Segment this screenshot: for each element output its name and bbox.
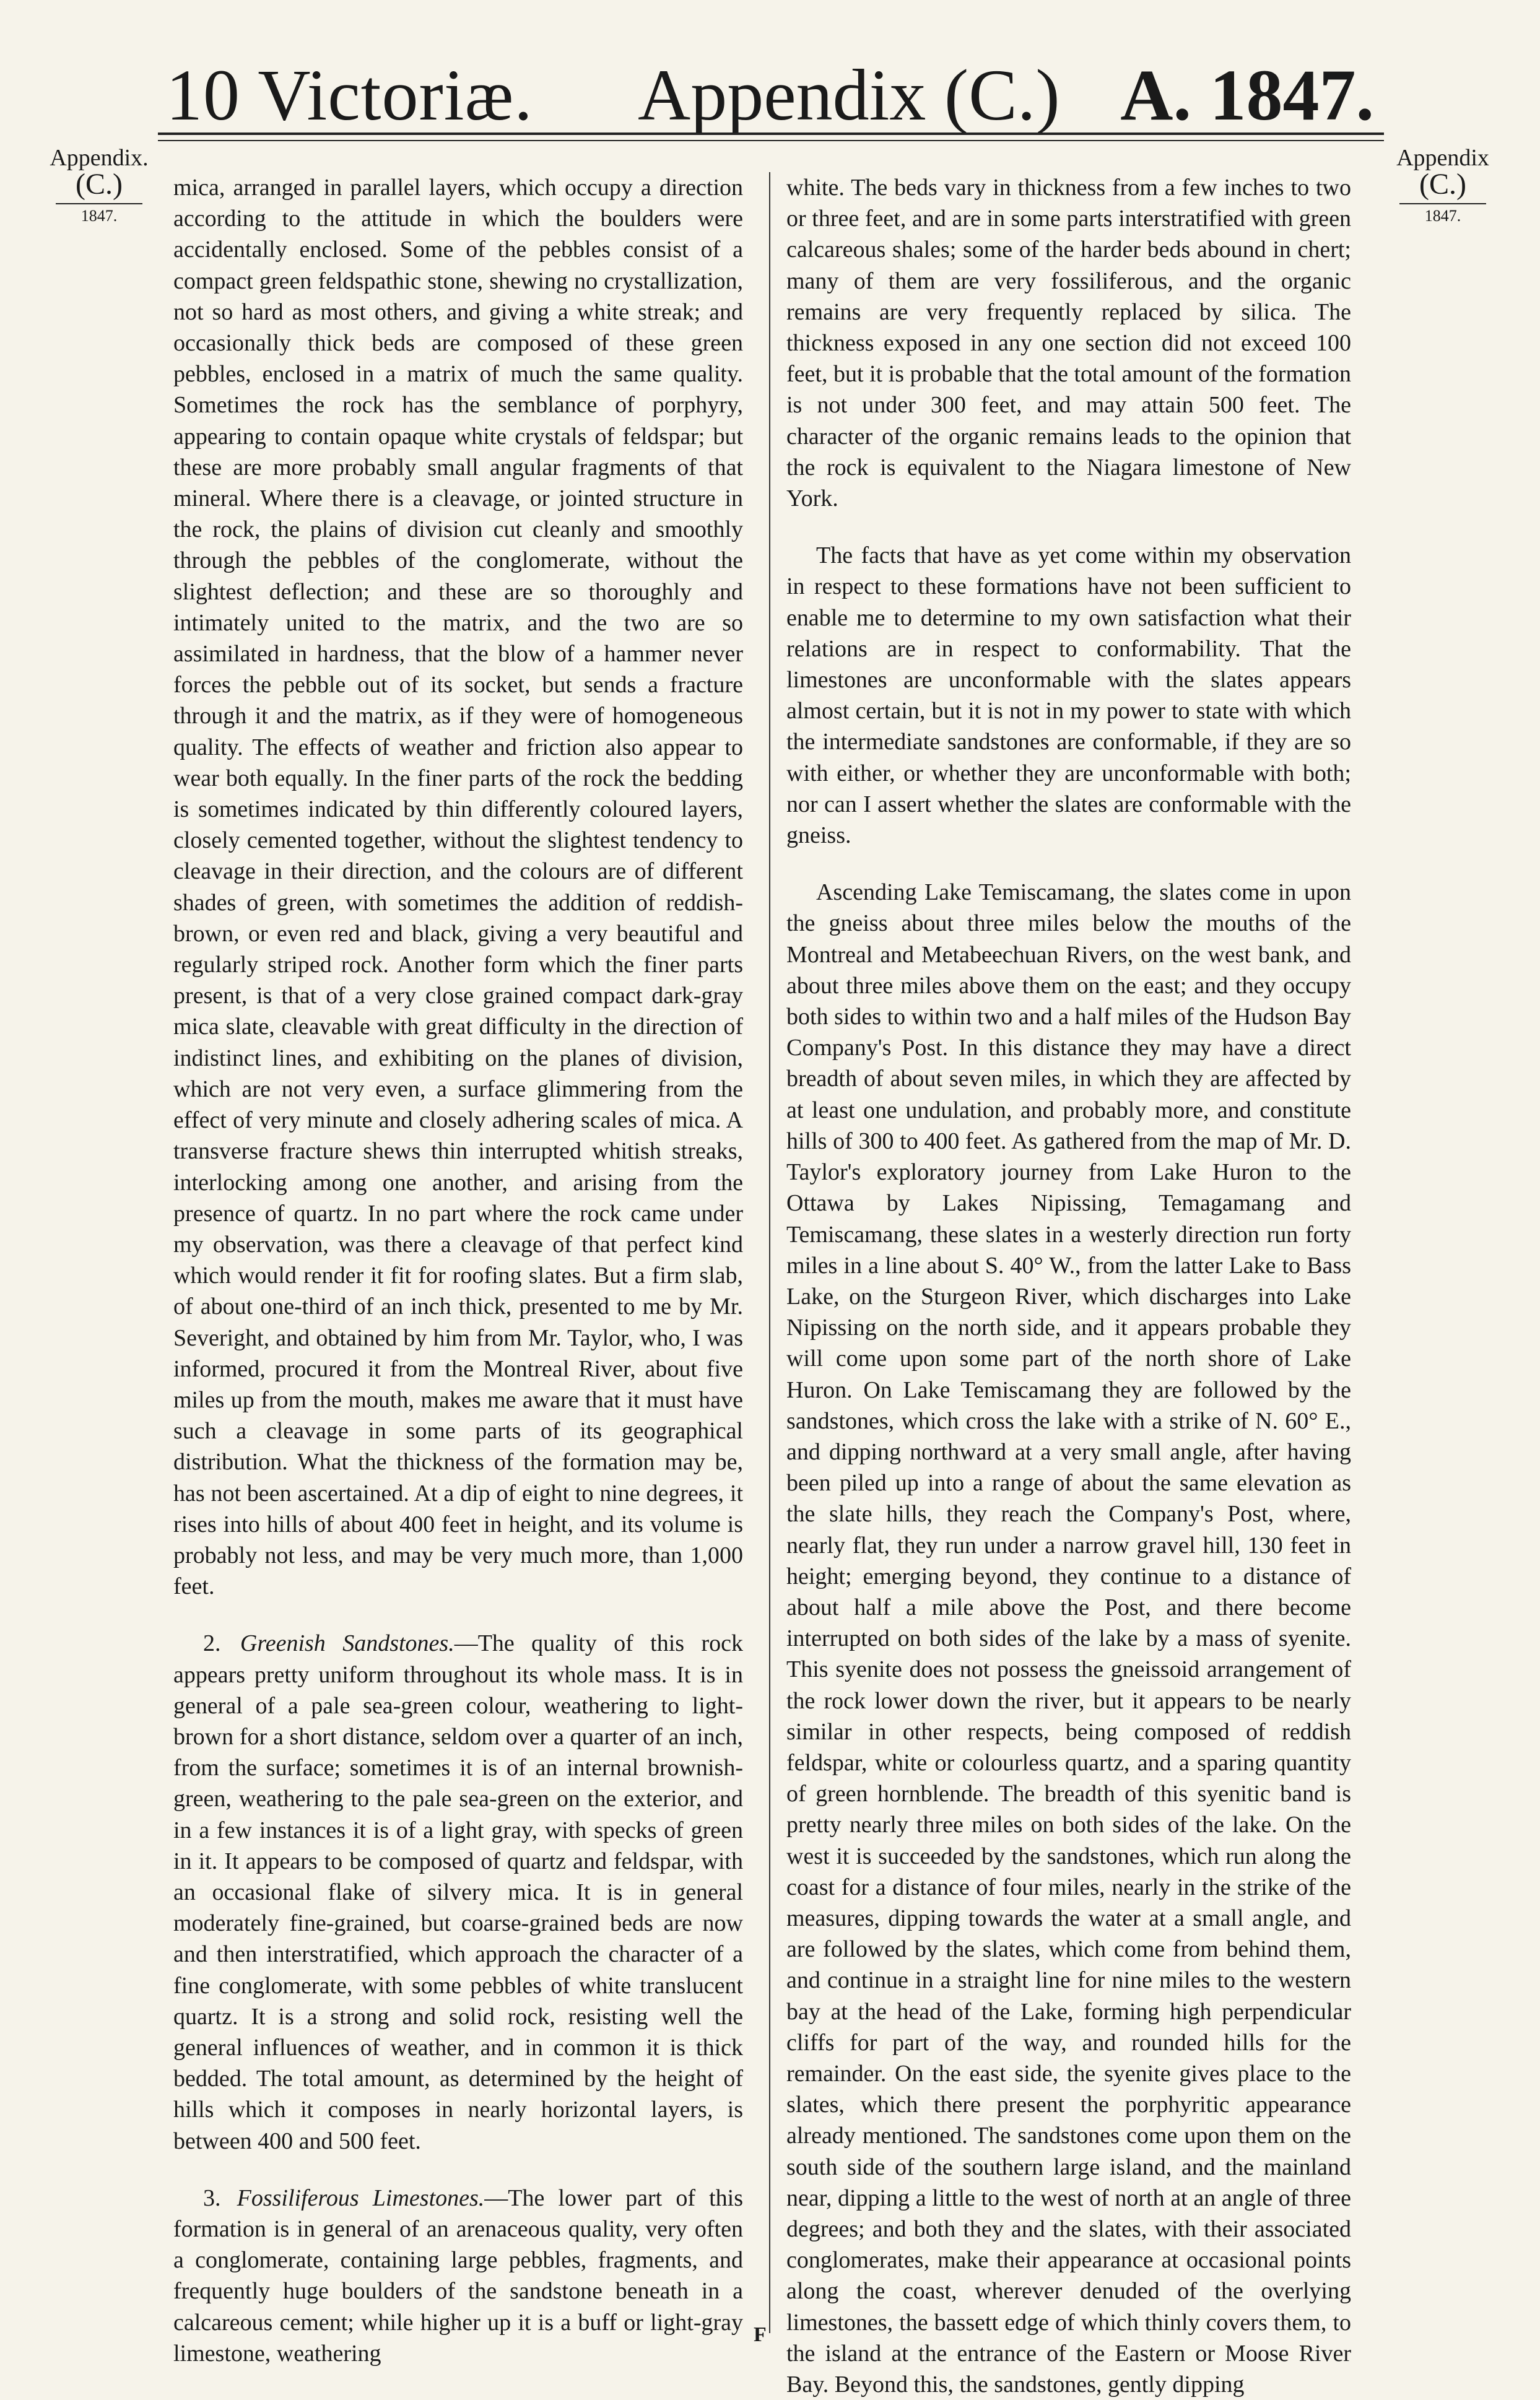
column-divider bbox=[769, 172, 770, 2333]
margin-note-title: Appendix. bbox=[50, 145, 149, 171]
margin-note-left bbox=[43, 146, 155, 224]
margin-note-year: 1847. bbox=[1424, 207, 1461, 225]
margin-note-letter: (C.) bbox=[76, 168, 123, 201]
section-number: 2. bbox=[203, 1630, 221, 1657]
margin-note-title: Appendix bbox=[1396, 145, 1489, 171]
paragraph-limestone-continued: white. The beds vary in thickness from a few inches to two or three feet, and are in some parts interstratified with green calcareous shales; some of the harder beds abound in chert; many of them are very fossiliferous, and the organic remains are very frequently replaced by silica. The thickness exposed in any one section did not exceed 100 feet, but it is probable that the total amount of the formation is not under 300 feet, and may attain 500 feet. The character of the organic remains leads to the opinion that the rock is equivalent to the Niagara limestone of New York. bbox=[786, 175, 1351, 512]
paragraph-greenish-sandstones bbox=[173, 1628, 743, 2156]
section-body: —The quality of this rock appears pretty uniform throughout its whole mass. It is in general of a pale sea-green colour, weathering to light-brown for a short distance, seldom over a quarter of an inch, from the surface; sometimes it is of an internal brownish-green, weathering to the pale sea-green on the exterior, and in a few instances it is of a light gray, with specks of green in it. It appears to be composed of quartz and feldspar, with an occasional flake of silvery mica. It is in general moderately fine-grained, but coarse-grained beds are now and then interstratified, which approach the character of a fine conglomerate, with some pebbles of white translucent quartz. It is a strong and solid rock, resisting well the general influences of weather, and in common it is thick bedded. The total amount, as determined by the height of hills which it composes in nearly horizontal layers, is between 400 and 500 feet. bbox=[173, 1630, 743, 2154]
margin-note-rule bbox=[56, 203, 142, 204]
right-column bbox=[786, 172, 1351, 2400]
section-body: —The lower part of this formation is in general of an arenaceous quality, very often a conglomerate, containing large pebbles, fragments, and frequently huge boulders of the sandstone beneath in a calcareous cement; while higher up it is a buff or light-gray limestone, weathering bbox=[173, 2185, 743, 2367]
left-column bbox=[173, 172, 743, 2369]
section-heading: Fossiliferous Limestones. bbox=[237, 2185, 485, 2211]
section-heading: Greenish Sandstones. bbox=[240, 1630, 455, 1657]
margin-note-letter: (C.) bbox=[1419, 168, 1466, 201]
paragraph-conglomerate: mica, arranged in parallel layers, which occupy a direction according to the attitude in which the boulders were accidentally enclosed. Some of the pebbles consist of a compact green feldspathic stone, shewing no crystallization, not so hard as most others, and giving a white streak; and occasionally thick beds are composed of these green pebbles, enclosed in a matrix of much the same quality. Sometimes the rock has the semblance of porphyry, appearing to contain opaque white crystals of feldspar; but these are more probably small angular fragments of that mineral. Where there is a cleavage, or jointed structure in the rock, the plains of division cut cleanly and smoothly through the pebbles of the conglomerate, without the slightest deflection; and these are so thoroughly and intimately united to the matrix, and the two are so assimilated in hardness, that the blow of a hammer never forces the pebble out of its socket, but sends a fracture through it and the matrix, as if they were of homogeneous quality. The effects of weather and friction also appear to wear both equally. In the finer parts of the rock the bedding is sometimes indicated by thin differently coloured layers, closely cemented together, without the slightest tendency to cleavage in their direction, and the colours are of different shades of green, with sometimes the addition of reddish-brown, or even red and black, giving a very beautiful and regularly striped rock. Another form which the finer parts present, is that of a very close grained compact dark-gray mica slate, cleavable with great difficulty in the direction of indistinct lines, and exhibiting on the planes of division, which are not very even, a surface glimmering from the effect of very minute and closely adhering scales of mica. A transverse fracture shews thin interrupted whitish streaks, interlocking among one another, and arising from the presence of quartz. In no part where the rock came under my observation, was there a cleavage of that perfect kind which would render it fit for roofing slates. But a firm slab, of about one-third of an inch thick, presented to me by Mr. Severight, and obtained by him from Mr. Taylor, who, I was informed, procured it from the Montreal River, about five miles up from the mouth, makes me aware that it must have such a cleavage in some parts of its geographical distribution. What the thickness of the formation may be, has not been ascertained. At a dip of eight to nine degrees, it rises into hills of about 400 feet in height, and its volume is probably not less, and may be very much more, than 1,000 feet. bbox=[173, 175, 743, 1600]
header-rule-thick bbox=[158, 133, 1384, 135]
header-session: 10 Victoriæ. bbox=[166, 54, 533, 136]
margin-note-right bbox=[1387, 146, 1499, 224]
paragraph-fossiliferous-limestones bbox=[173, 2183, 743, 2369]
paragraph-lake-temiscamang: Ascending Lake Temiscamang, the slates come in upon the gneiss about three miles below the mouths of the Montreal and Metabeechuan Rivers, on the west bank, and about three miles above them on the east; and they occupy both sides to within two and a half miles of the Hudson Bay Company's Post. In this distance they may have a direct breadth of about seven miles, in which they are affected by at least one undulation, and probably more, and constitute hills of 300 to 400 feet. As gathered from the map of Mr. D. Taylor's exploratory journey from Lake Huron to the Ottawa by Lakes Nipissing, Temagamang and Temiscamang, these slates in a westerly direction run forty miles in a line about S. 40° W., from the latter Lake to Bass Lake, on the Sturgeon River, which discharges into Lake Nipissing on the north side, and it appears probable they will come upon some part of the north shore of Lake Huron. On Lake Temiscamang they are followed by the sandstones, which cross the lake with a strike of N. 60° E., and dipping northward at a very small angle, after having been piled up into a range of about the same elevation as the slate hills, they reach the Company's Post, where, nearly flat, they run under a narrow gravel hill, 130 feet in height; emerging beyond, they continue to a distance of about half a mile above the Post, and there become interrupted on both sides of the lake by a mass of syenite. This syenite does not possess the gneissoid arrangement of the rock lower down the river, but it appears to be nearly similar in other respects, being composed of reddish feldspar, white or colourless quartz, and a sparing quantity of green hornblende. The breadth of this syenitic band is pretty nearly three miles on both sides of the lake. On the west it is succeeded by the sandstones, which run along the coast for a distance of four miles, nearly in the strike of the measures, dipping towards the water at a small angle, and are followed by the slates, which come from behind them, and continue in a straight line for nine miles to the western bay at the head of the Lake, forming high perpendicular cliffs for part of the way, and rounded hills for the remainder. On the east side, the syenite gives place to the slates, which there present the porphyritic appearance already mentioned. The sandstones come upon them on the south side of the southern large island, and the mainland near, dipping a little to the west of north at an angle of three degrees; and both they and the slates, with their associated conglomerates, make their appearance at occasional points along the coast, wherever denuded of the overlying limestones, the bassett edge of which thinly covers them, to the island at the entrance of the Eastern or Moose River Bay. Beyond this, the sandstones, gently dipping bbox=[786, 879, 1351, 2398]
header-title: Appendix (C.) bbox=[638, 54, 1060, 136]
margin-note-rule bbox=[1399, 203, 1486, 204]
section-number: 3. bbox=[203, 2185, 221, 2211]
signature-mark: F bbox=[754, 2323, 767, 2346]
header-year: A. 1847. bbox=[1120, 54, 1374, 136]
running-header bbox=[0, 36, 1540, 136]
paragraph-conformability: The facts that have as yet come within my observation in respect to these formations have not been sufficient to enable me to determine to my own satisfaction what their relations are in respect to conformability. That the limestones are unconformable with the slates appears almost certain, but it is not in my power to state with which the intermediate sandstones are conformable, if they are so with either, or whether they are unconformable with both; nor can I assert whether the slates are conformable with the gneiss. bbox=[786, 542, 1351, 849]
header-rule-thin bbox=[158, 140, 1384, 141]
margin-note-year: 1847. bbox=[80, 207, 118, 225]
